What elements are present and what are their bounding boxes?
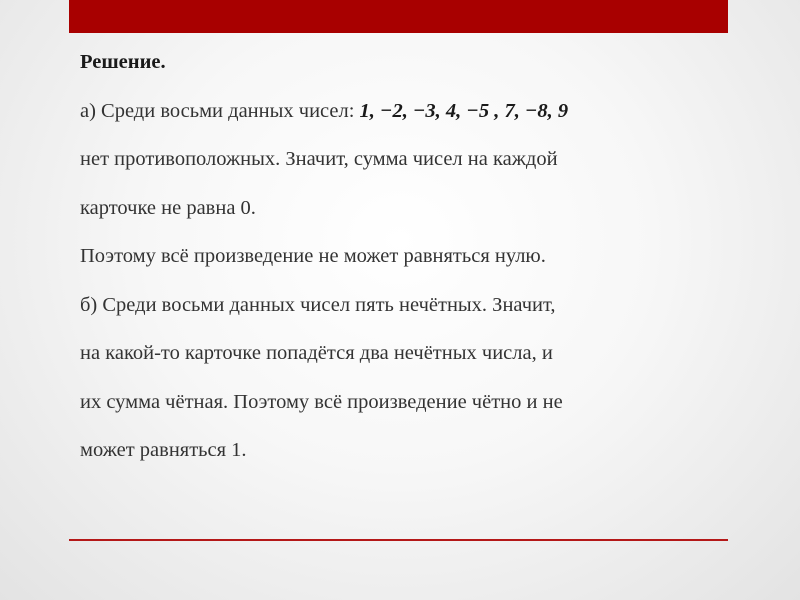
- part-b-line-1: б) Среди восьми данных чисел пять нечётных. Значит,: [80, 293, 556, 316]
- part-b-line-2: на какой-то карточке попадётся два нечётных числа, и: [80, 342, 553, 364]
- part-a-line-3: карточке не равна 0.: [80, 196, 256, 219]
- number-list: 1, −2, −3, 4, −5 , 7, −8, 9: [359, 99, 569, 122]
- part-a-intro: а) Среди восьми данных чисел:: [80, 99, 360, 122]
- part-a-line-1: [80, 87, 730, 136]
- solution-heading: Решение.: [80, 51, 166, 73]
- slide-content: [80, 38, 730, 475]
- part-a-line-2: нет противоположных. Значит, сумма чисел на каждой: [80, 148, 558, 170]
- top-accent-bar: [69, 0, 728, 33]
- part-b-line-4: может равняться 1.: [80, 439, 247, 461]
- part-b-line-3: их сумма чётная. Поэтому всё произведение чётно и не: [80, 390, 563, 413]
- bottom-divider-line: [69, 539, 728, 541]
- part-a-line-4: Поэтому всё произведение не может равняться нулю.: [80, 245, 546, 267]
